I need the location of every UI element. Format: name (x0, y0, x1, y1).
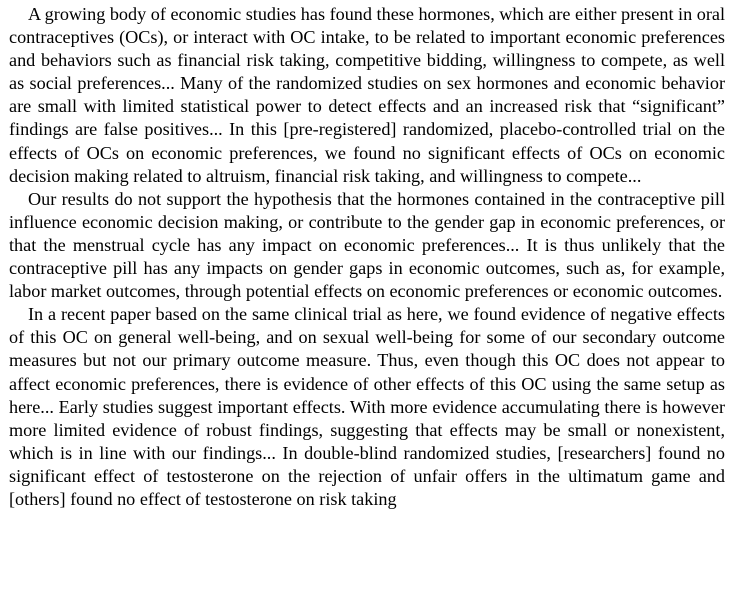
paragraph-oc-economic-studies: A growing body of economic studies has found these hormones, which are either present in oral contraceptives (OCs), or interact with OC intake, to be related to important economic preferences and behaviors such as financial risk taking, competitive bidding, willingness to compete, as well as social preferences... Many of the randomized studies on sex hormones and economic behavior are small with limited statistical power to detect effects and an increased risk that “significant” findings are false positives... In this [pre-registered] randomized, placebo-controlled trial on the effects of OCs on economic preferences, we found no significant effects of OCs on economic decision making related to altruism, financial risk taking, and willingness to compete... (9, 4, 726, 186)
document-body (9, 3, 725, 511)
paragraph-results-not-supported: Our results do not support the hypothesis that the hormones contained in the contraceptive pill influence economic decision making, or contribute to the gender gap in economic preferences, or that the menstrual cycle has any impact on economic preferences... It is thus unlikely that the contraceptive pill has any impacts on gender gaps in economic outcomes, such as, for example, labor market outcomes, through potential effects on economic preferences or economic outcomes. (9, 188, 725, 302)
paragraph-recent-paper-wellbeing: In a recent paper based on the same clinical trial as here, we found evidence of negative effects of this OC on general well-being, and on sexual well-being for some of our secondary outcome measures but not our primary outcome measure. Thus, even though this OC does not appear to affect economic preferences, there is evidence of other effects of this OC using the same setup as here... Early studies suggest important effects. With more evidence accumulating there is however more limited evidence of robust findings, suggesting that effects may be small or nonexistent, which is in line with our findings... In double-blind randomized studies, [researchers] found no significant effect of testosterone on the rejection of unfair offers in the ultimatum game and [others] found no effect of testosterone on risk taking (9, 304, 725, 509)
